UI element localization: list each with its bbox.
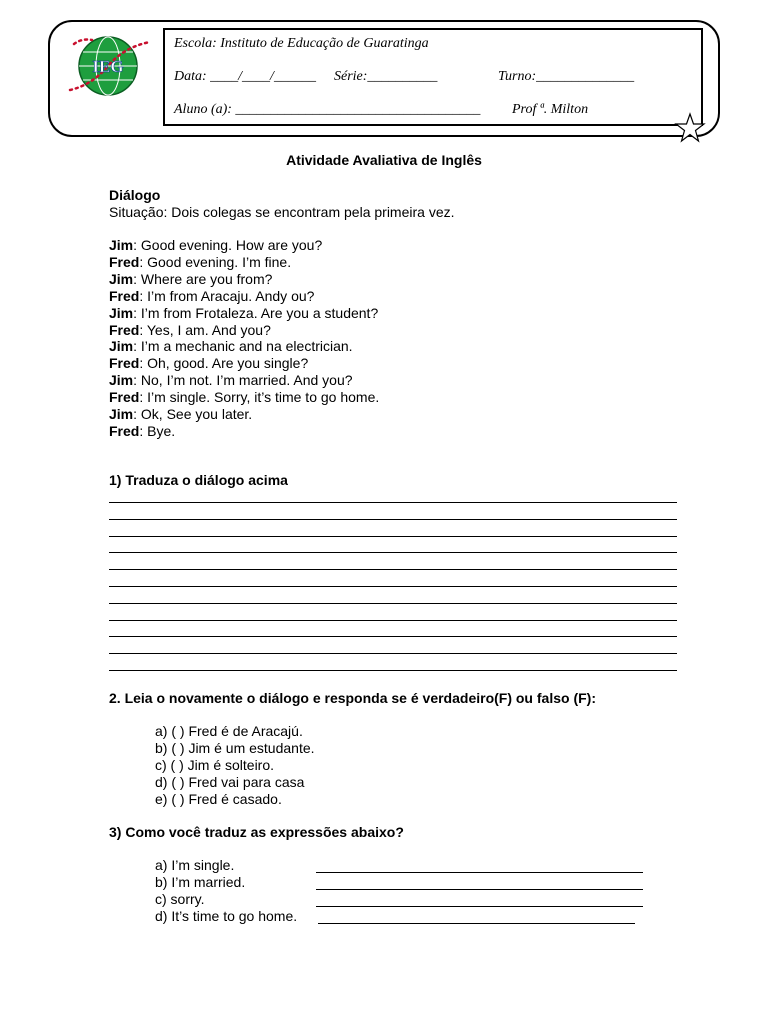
expression-label: c) sorry. bbox=[155, 891, 205, 907]
dialogue-heading: Diálogo bbox=[109, 187, 161, 203]
speaker-name: Jim bbox=[109, 372, 134, 389]
question-3-title: 3) Como você traduz as expressões abaixo? bbox=[109, 824, 404, 840]
speaker-name: Fred bbox=[109, 389, 140, 406]
speaker-name: Jim bbox=[109, 406, 134, 422]
dialogue-line bbox=[109, 288, 314, 305]
speech-text: : I’m single. Sorry, it’s time to go home. bbox=[139, 389, 380, 406]
speech-text: : Ok, See you later. bbox=[133, 406, 253, 422]
speech-text: : No, I’m not. I’m married. And you? bbox=[133, 372, 353, 389]
answer-line[interactable] bbox=[109, 670, 677, 671]
speaker-name: Jim bbox=[109, 237, 134, 253]
dialogue-line bbox=[109, 406, 252, 423]
true-false-item: b) ( ) Jim é um estudante. bbox=[155, 740, 315, 756]
turno-field: Turno:______________ bbox=[498, 69, 635, 84]
speech-text: : Oh, good. Are you single? bbox=[139, 355, 309, 372]
dialogue-line bbox=[109, 389, 379, 406]
true-false-item: c) ( ) Jim é solteiro. bbox=[155, 757, 275, 773]
svg-text:IEG: IEG bbox=[92, 57, 124, 76]
date-field: Data: ____/____/______ bbox=[174, 69, 316, 84]
speaker-name: Jim bbox=[109, 270, 134, 287]
true-false-item: d) ( ) Fred vai para casa bbox=[155, 774, 305, 790]
speech-text: : Good evening. How are you? bbox=[133, 237, 323, 253]
expression-answer-line[interactable] bbox=[318, 923, 635, 924]
expression-label: d) It’s time to go home. bbox=[155, 908, 298, 924]
expression-answer-line[interactable] bbox=[316, 889, 643, 890]
dialogue-line bbox=[109, 237, 322, 254]
speaker-name: Jim bbox=[109, 304, 134, 321]
answer-line[interactable] bbox=[109, 603, 677, 604]
speech-text: : I’m from Aracaju. Andy ou? bbox=[139, 287, 315, 304]
answer-line[interactable] bbox=[109, 620, 677, 621]
speaker-name: Fred bbox=[109, 355, 140, 372]
student-name-field: Aluno (a): ___________________________________ bbox=[174, 102, 481, 117]
expression-label: a) I’m single. bbox=[155, 857, 235, 873]
dialogue-line bbox=[109, 355, 308, 372]
dialogue-line bbox=[109, 322, 271, 339]
answer-line[interactable] bbox=[109, 636, 677, 637]
dialogue-line bbox=[109, 372, 353, 389]
speech-text: : Bye. bbox=[139, 422, 176, 439]
question-1-title: 1) Traduza o diálogo acima bbox=[109, 472, 288, 488]
true-false-item: a) ( ) Fred é de Aracajú. bbox=[155, 723, 303, 739]
expression-answer-line[interactable] bbox=[316, 872, 643, 873]
speech-text: : Where are you from? bbox=[133, 270, 273, 287]
answer-line[interactable] bbox=[109, 586, 677, 587]
speaker-name: Fred bbox=[109, 321, 140, 338]
school-name: Escola: Instituto de Educação de Guaratinga bbox=[174, 36, 429, 51]
answer-line[interactable] bbox=[109, 653, 677, 654]
teacher-name: Prof ª. Milton bbox=[512, 102, 589, 117]
dialogue-line bbox=[109, 305, 378, 322]
speaker-name: Jim bbox=[109, 338, 134, 355]
serie-field: Série:__________ bbox=[334, 69, 438, 84]
answer-line[interactable] bbox=[109, 502, 677, 503]
expression-label: b) I’m married. bbox=[155, 874, 246, 890]
speaker-name: Fred bbox=[109, 422, 140, 439]
answer-line[interactable] bbox=[109, 552, 677, 553]
question-2-title: 2. Leia o novamente o diálogo e responda se é verdadeiro(F) ou falso (F): bbox=[109, 690, 596, 706]
speech-text: : I’m from Frotaleza. Are you a student? bbox=[133, 304, 379, 321]
speaker-name: Fred bbox=[109, 287, 140, 304]
expression-answer-line[interactable] bbox=[316, 906, 643, 907]
speaker-name: Fred bbox=[109, 253, 140, 270]
school-logo-icon bbox=[62, 30, 154, 102]
answer-line[interactable] bbox=[109, 536, 677, 537]
dialogue-line bbox=[109, 423, 175, 440]
answer-line[interactable] bbox=[109, 569, 677, 570]
page-title: Atividade Avaliativa de Inglês bbox=[286, 152, 482, 168]
true-false-item: e) ( ) Fred é casado. bbox=[155, 791, 282, 807]
answer-line[interactable] bbox=[109, 519, 677, 520]
dialogue-line bbox=[109, 338, 353, 355]
dialogue-situation: Situação: Dois colegas se encontram pela primeira vez. bbox=[109, 204, 455, 220]
speech-text: : Good evening. I’m fine. bbox=[139, 253, 292, 270]
speech-text: : Yes, I am. And you? bbox=[139, 321, 271, 338]
dialogue-line bbox=[109, 254, 291, 271]
star-icon bbox=[674, 112, 706, 144]
speech-text: : I’m a mechanic and na electrician. bbox=[133, 338, 353, 355]
dialogue-line bbox=[109, 271, 272, 288]
